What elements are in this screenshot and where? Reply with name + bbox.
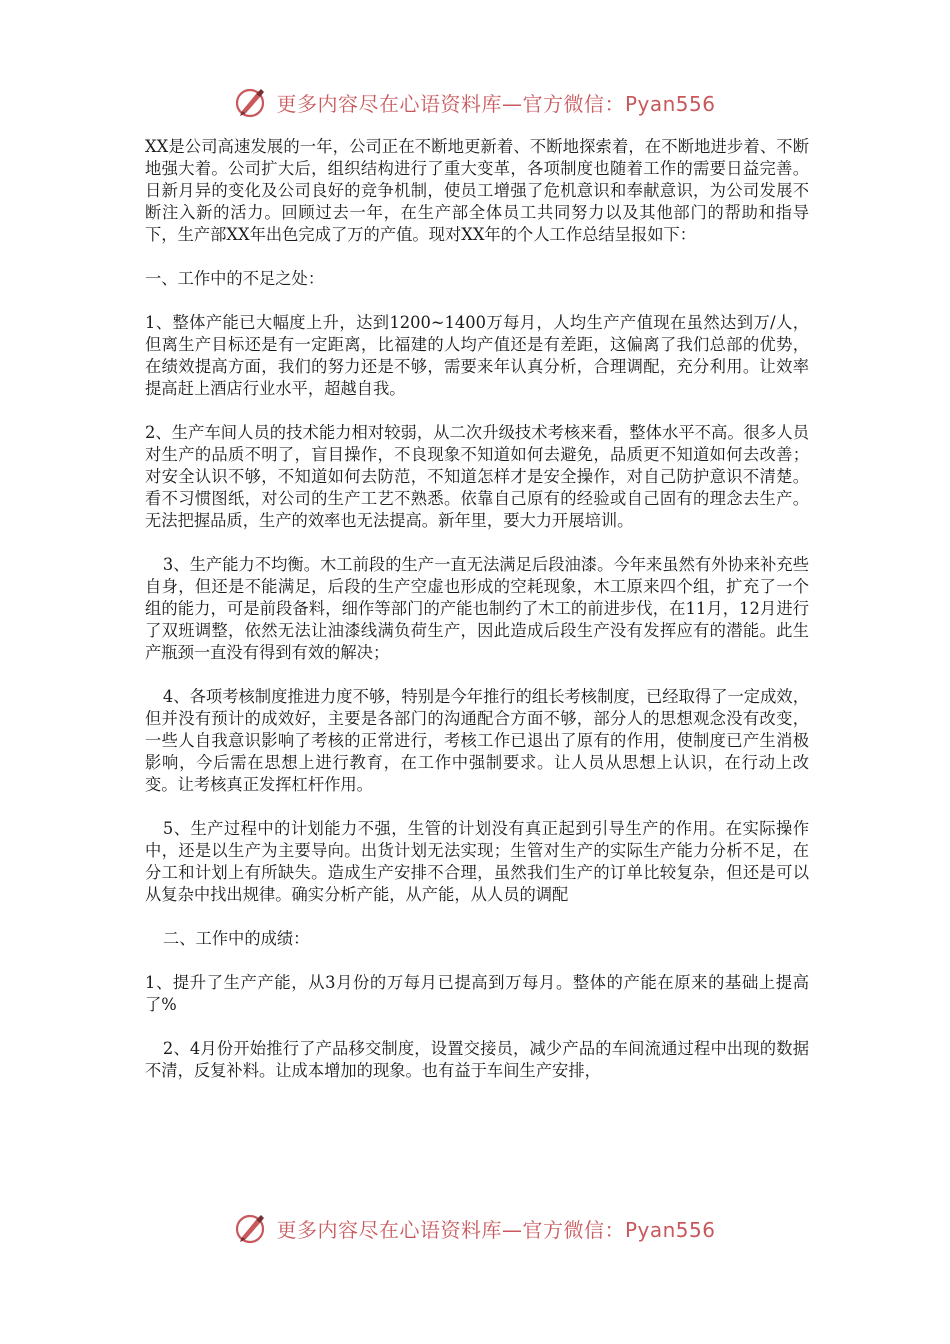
header-banner xyxy=(0,82,950,122)
shortcoming-item-3: 3、生产能力不均衡。木工前段的生产一直无法满足后段油漆。今年来虽然有外协来补充些自身，但还是不能满足，后段的生产空虚也形成的空耗现象，木工原来四个组，扩充了一个组的能力，可是前段备料，细作等部门的产能也制约了木工的前进步伐，在11月，12月进行了双班调整，依然无法让油漆线满负荷生产，因此造成后段生产没有发挥应有的潜能。此生产瓶颈一直没有得到有效的解决； xyxy=(145,555,809,662)
achievement-item-1: 1、提升了生产产能，从3月份的万每月已提高到万每月。整体的产能在原来的基础上提高了% xyxy=(145,973,809,1014)
section-heading-shortcomings: 一、工作中的不足之处： xyxy=(145,269,325,288)
document-body xyxy=(145,136,809,1104)
pen-circle-logo-icon xyxy=(234,85,268,119)
shortcoming-item-5: 5、生产过程中的计划能力不强，生管的计划没有真正起到引导生产的作用。在实际操作中，还是以生产为主要导向。出货计划无法实现；生管对生产的实际生产能力分析不足，在分工和计划上有所缺失。造成生产安排不合理，虽然我们生产的订单比较复杂，但还是可以从复杂中找出规律。确实分析产能，从产能，从人员的调配 xyxy=(145,819,809,904)
achievement-item-2: 2、4月份开始推行了产品移交制度，设置交接员，减少产品的车间流通过程中出现的数据不清，反复补料。让成本增加的现象。也有益于车间生产安排， xyxy=(145,1039,809,1080)
section-heading-achievements: 二、工作中的成绩： xyxy=(162,929,310,948)
shortcoming-item-1: 1、整体产能已大幅度上升，达到1200~1400万每月，人均生产产值现在虽然达到万/人，但离生产目标还是有一定距离，比福建的人均产值还是有差距，这偏离了我们总部的优势，在绩效提高方面，我们的努力还是不够，需要来年认真分析，合理调配，充分利用。让效率提高赶上酒店行业水平，超越自我。 xyxy=(145,313,809,398)
banner-text: 更多内容尽在心语资料库—官方微信：Pyan556 xyxy=(276,91,716,116)
intro-paragraph: XX是公司高速发展的一年，公司正在不断地更新着、不断地探索着，在不断地进步着、不断地强大着。公司扩大后，组织结构进行了重大变革，各项制度也随着工作的需要日益完善。日新月异的变化及公司良好的竞争机制，使员工增强了危机意识和奉献意识，为公司发展不断注入新的活力。回顾过去一年，在生产部全体员工共同努力以及其他部门的帮助和指导下，生产部XX年出色完成了万的产值。现对XX年的个人工作总结呈报如下： xyxy=(145,137,809,244)
pen-circle-logo-icon xyxy=(234,1211,268,1245)
footer-banner xyxy=(0,1208,950,1248)
shortcoming-item-2: 2、生产车间人员的技术能力相对较弱，从二次升级技术考核来看，整体水平不高。很多人员对生产的品质不明了，盲目操作，不良现象不知道如何去避免，品质更不知道如何去改善；对安全认识不够，不知道如何去防范，不知道怎样才是安全操作，对自己防护意识不清楚。看不习惯图纸，对公司的生产工艺不熟悉。依靠自己原有的经验或自己固有的理念去生产。无法把握品质，生产的效率也无法提高。新年里，要大力开展培训。 xyxy=(145,423,809,530)
banner-text: 更多内容尽在心语资料库—官方微信：Pyan556 xyxy=(276,1217,716,1242)
shortcoming-item-4: 4、各项考核制度推进力度不够，特别是今年推行的组长考核制度，已经取得了一定成效，但并没有预计的成效好，主要是各部门的沟通配合方面不够，部分人的思想观念没有改变，一些人自我意识影响了考核的正常进行，考核工作已退出了原有的作用，使制度已产生消极影响，今后需在思想上进行教育，在工作中强制要求。让人员从思想上认识，在行动上改变。让考核真正发挥杠杆作用。 xyxy=(145,687,809,794)
